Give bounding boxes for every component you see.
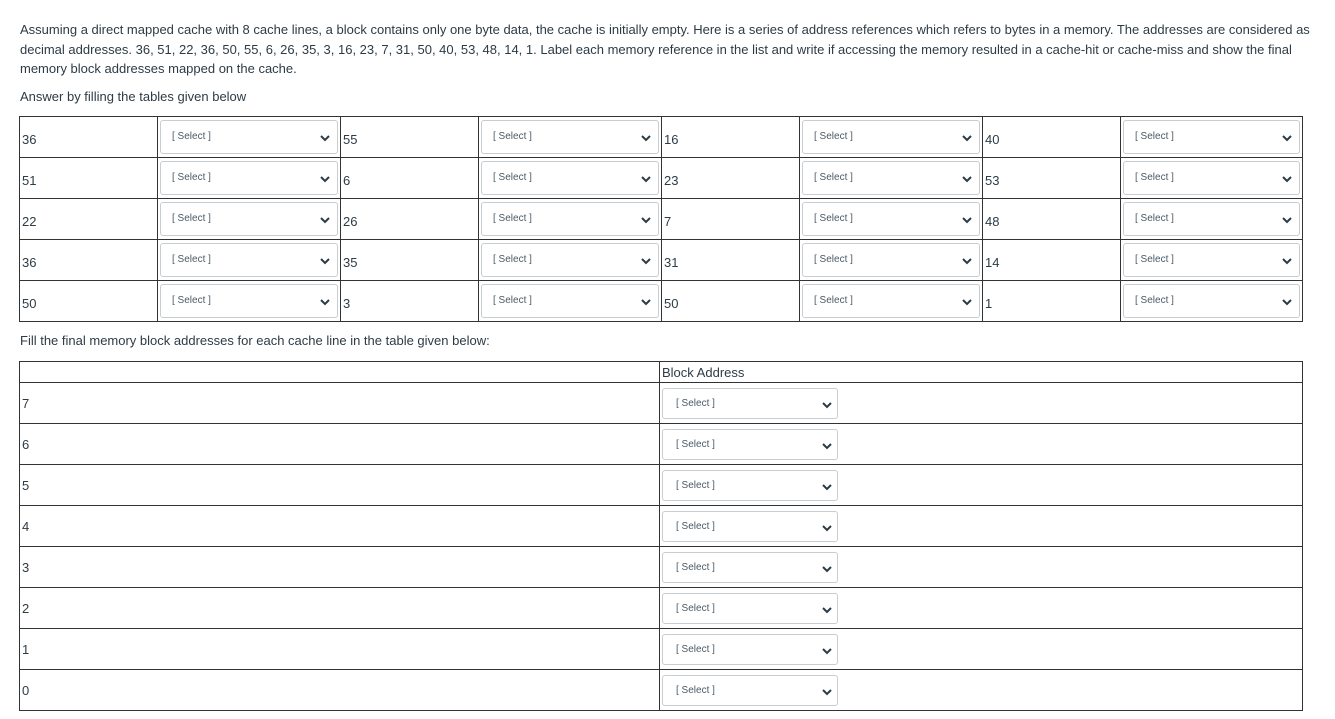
table-row <box>20 117 1303 158</box>
address-cell: 36 <box>20 117 158 158</box>
select-placeholder: [ Select ] <box>493 254 532 265</box>
cache-line-number: 3 <box>20 547 660 588</box>
answer-select[interactable] <box>802 161 980 195</box>
address-cell: 22 <box>20 199 158 240</box>
answer-select[interactable] <box>662 675 838 706</box>
answer-select[interactable] <box>662 511 838 542</box>
chevron-down-icon <box>640 213 652 225</box>
address-cell: 23 <box>662 158 800 199</box>
cache-line-row <box>20 465 1303 506</box>
select-placeholder: [ Select ] <box>814 131 853 142</box>
cache-line-row <box>20 383 1303 424</box>
chevron-down-icon <box>821 644 833 656</box>
block-address-cell <box>660 547 1303 588</box>
chevron-down-icon <box>319 172 331 184</box>
cache-line-number: 2 <box>20 588 660 629</box>
select-cell <box>1121 240 1303 281</box>
answer-select[interactable] <box>160 120 338 154</box>
answer-select[interactable] <box>481 161 659 195</box>
answer-select[interactable] <box>481 120 659 154</box>
chevron-down-icon <box>1281 131 1293 143</box>
select-placeholder: [ Select ] <box>676 479 715 491</box>
chevron-down-icon <box>1281 213 1293 225</box>
address-cell: 7 <box>662 199 800 240</box>
select-cell <box>1121 199 1303 240</box>
chevron-down-icon <box>821 480 833 492</box>
chevron-down-icon <box>961 213 973 225</box>
answer-select[interactable] <box>481 284 659 318</box>
block-address-cell <box>660 383 1303 424</box>
address-cell: 31 <box>662 240 800 281</box>
select-placeholder: [ Select ] <box>1135 213 1174 224</box>
address-cell: 36 <box>20 240 158 281</box>
select-placeholder: [ Select ] <box>493 172 532 183</box>
question-text: Assuming a direct mapped cache with 8 cache lines, a block contains only one byte data, the cache is initially empty. Here is a series of address references which refers to bytes in a memory. The addresses are considered as decimal addresses. 36, 51, 22, 36, 50, 55, 6, 26, 35, 3, 16, 23, 7, 31, 50, 40, 53, 48, 14, 1. Label each memory reference in the list and write if accessing the memory resulted in a cache-hit or cache-miss and show the final memory block addresses mapped on the cache. <box>20 22 1310 76</box>
reference-table <box>19 116 1303 322</box>
answer-select[interactable] <box>662 634 838 665</box>
select-cell <box>158 117 341 158</box>
address-cell: 3 <box>341 281 479 322</box>
chevron-down-icon <box>821 521 833 533</box>
address-cell: 55 <box>341 117 479 158</box>
address-cell: 26 <box>341 199 479 240</box>
address-cell: 40 <box>983 117 1121 158</box>
select-cell <box>1121 158 1303 199</box>
select-cell <box>479 240 662 281</box>
select-placeholder: [ Select ] <box>676 643 715 655</box>
select-placeholder: [ Select ] <box>493 213 532 224</box>
select-placeholder: [ Select ] <box>172 172 211 183</box>
address-cell: 1 <box>983 281 1121 322</box>
block-address-cell <box>660 670 1303 711</box>
answer-select[interactable] <box>160 243 338 277</box>
select-placeholder: [ Select ] <box>676 602 715 614</box>
instruction-text: Answer by filling the tables given below <box>20 89 247 104</box>
chevron-down-icon <box>640 295 652 307</box>
select-placeholder: [ Select ] <box>493 131 532 142</box>
cache-line-row <box>20 424 1303 465</box>
cache-line-row <box>20 629 1303 670</box>
block-address-cell <box>660 588 1303 629</box>
answer-select[interactable] <box>662 429 838 460</box>
answer-select[interactable] <box>802 284 980 318</box>
answer-select[interactable] <box>662 388 838 419</box>
select-placeholder: [ Select ] <box>814 254 853 265</box>
chevron-down-icon <box>319 295 331 307</box>
answer-select[interactable] <box>1123 202 1300 236</box>
select-placeholder: [ Select ] <box>676 397 715 409</box>
answer-select[interactable] <box>802 120 980 154</box>
answer-select[interactable] <box>802 202 980 236</box>
cache-line-number: 4 <box>20 506 660 547</box>
chevron-down-icon <box>1281 172 1293 184</box>
select-cell <box>1121 281 1303 322</box>
chevron-down-icon <box>821 398 833 410</box>
cache-line-number: 7 <box>20 383 660 424</box>
chevron-down-icon <box>961 295 973 307</box>
answer-select[interactable] <box>481 243 659 277</box>
cache-line-row <box>20 588 1303 629</box>
select-placeholder: [ Select ] <box>676 684 715 696</box>
select-cell <box>800 117 983 158</box>
address-cell: 51 <box>20 158 158 199</box>
chevron-down-icon <box>640 131 652 143</box>
answer-select[interactable] <box>662 593 838 624</box>
select-placeholder: [ Select ] <box>1135 295 1174 306</box>
answer-select[interactable] <box>160 284 338 318</box>
chevron-down-icon <box>821 562 833 574</box>
select-cell <box>800 281 983 322</box>
select-cell <box>479 199 662 240</box>
select-cell <box>158 240 341 281</box>
chevron-down-icon <box>319 131 331 143</box>
select-cell <box>158 281 341 322</box>
block-address-cell <box>660 465 1303 506</box>
select-cell <box>158 158 341 199</box>
address-cell: 35 <box>341 240 479 281</box>
cache-line-row <box>20 547 1303 588</box>
select-placeholder: [ Select ] <box>172 213 211 224</box>
select-placeholder: [ Select ] <box>814 172 853 183</box>
header-empty-cell <box>20 362 660 383</box>
answer-select[interactable] <box>1123 120 1300 154</box>
answer-select[interactable] <box>160 161 338 195</box>
table-row <box>20 281 1303 322</box>
select-placeholder: [ Select ] <box>676 438 715 450</box>
chevron-down-icon <box>961 131 973 143</box>
chevron-down-icon <box>821 603 833 615</box>
select-placeholder: [ Select ] <box>814 213 853 224</box>
select-placeholder: [ Select ] <box>676 561 715 573</box>
answer-select[interactable] <box>662 470 838 501</box>
answer-select[interactable] <box>662 552 838 583</box>
block-address-header: Block Address <box>660 362 1303 383</box>
select-cell <box>800 158 983 199</box>
select-placeholder: [ Select ] <box>676 520 715 532</box>
table-row <box>20 158 1303 199</box>
select-placeholder: [ Select ] <box>1135 254 1174 265</box>
chevron-down-icon <box>1281 254 1293 266</box>
answer-select[interactable] <box>1123 161 1300 195</box>
cache-table <box>19 361 1303 711</box>
chevron-down-icon <box>821 685 833 697</box>
chevron-down-icon <box>640 254 652 266</box>
cache-line-number: 5 <box>20 465 660 506</box>
select-cell <box>479 281 662 322</box>
chevron-down-icon <box>319 213 331 225</box>
chevron-down-icon <box>821 439 833 451</box>
select-placeholder: [ Select ] <box>1135 172 1174 183</box>
block-address-cell <box>660 629 1303 670</box>
address-cell: 14 <box>983 240 1121 281</box>
cache-line-number: 0 <box>20 670 660 711</box>
block-address-cell <box>660 424 1303 465</box>
answer-select[interactable] <box>1123 243 1300 277</box>
chevron-down-icon <box>1281 295 1293 307</box>
cache-line-row <box>20 506 1303 547</box>
cache-line-row <box>20 670 1303 711</box>
chevron-down-icon <box>961 172 973 184</box>
address-cell: 50 <box>662 281 800 322</box>
select-placeholder: [ Select ] <box>493 295 532 306</box>
address-cell: 16 <box>662 117 800 158</box>
chevron-down-icon <box>640 172 652 184</box>
select-cell <box>158 199 341 240</box>
table-row <box>20 199 1303 240</box>
select-cell <box>479 117 662 158</box>
chevron-down-icon <box>319 254 331 266</box>
address-cell: 50 <box>20 281 158 322</box>
select-cell <box>479 158 662 199</box>
select-placeholder: [ Select ] <box>172 131 211 142</box>
select-placeholder: [ Select ] <box>814 295 853 306</box>
table-header-row <box>20 362 1303 383</box>
answer-select[interactable] <box>160 202 338 236</box>
select-cell <box>1121 117 1303 158</box>
chevron-down-icon <box>961 254 973 266</box>
answer-select[interactable] <box>481 202 659 236</box>
address-cell: 53 <box>983 158 1121 199</box>
address-cell: 48 <box>983 199 1121 240</box>
select-placeholder: [ Select ] <box>1135 131 1174 142</box>
block-address-cell <box>660 506 1303 547</box>
select-cell <box>800 240 983 281</box>
answer-select[interactable] <box>802 243 980 277</box>
select-cell <box>800 199 983 240</box>
select-placeholder: [ Select ] <box>172 295 211 306</box>
instruction-text-2: Fill the final memory block addresses for each cache line in the table given below: <box>20 333 490 348</box>
table-row <box>20 240 1303 281</box>
address-cell: 6 <box>341 158 479 199</box>
cache-line-number: 1 <box>20 629 660 670</box>
select-placeholder: [ Select ] <box>172 254 211 265</box>
answer-select[interactable] <box>1123 284 1300 318</box>
cache-line-number: 6 <box>20 424 660 465</box>
